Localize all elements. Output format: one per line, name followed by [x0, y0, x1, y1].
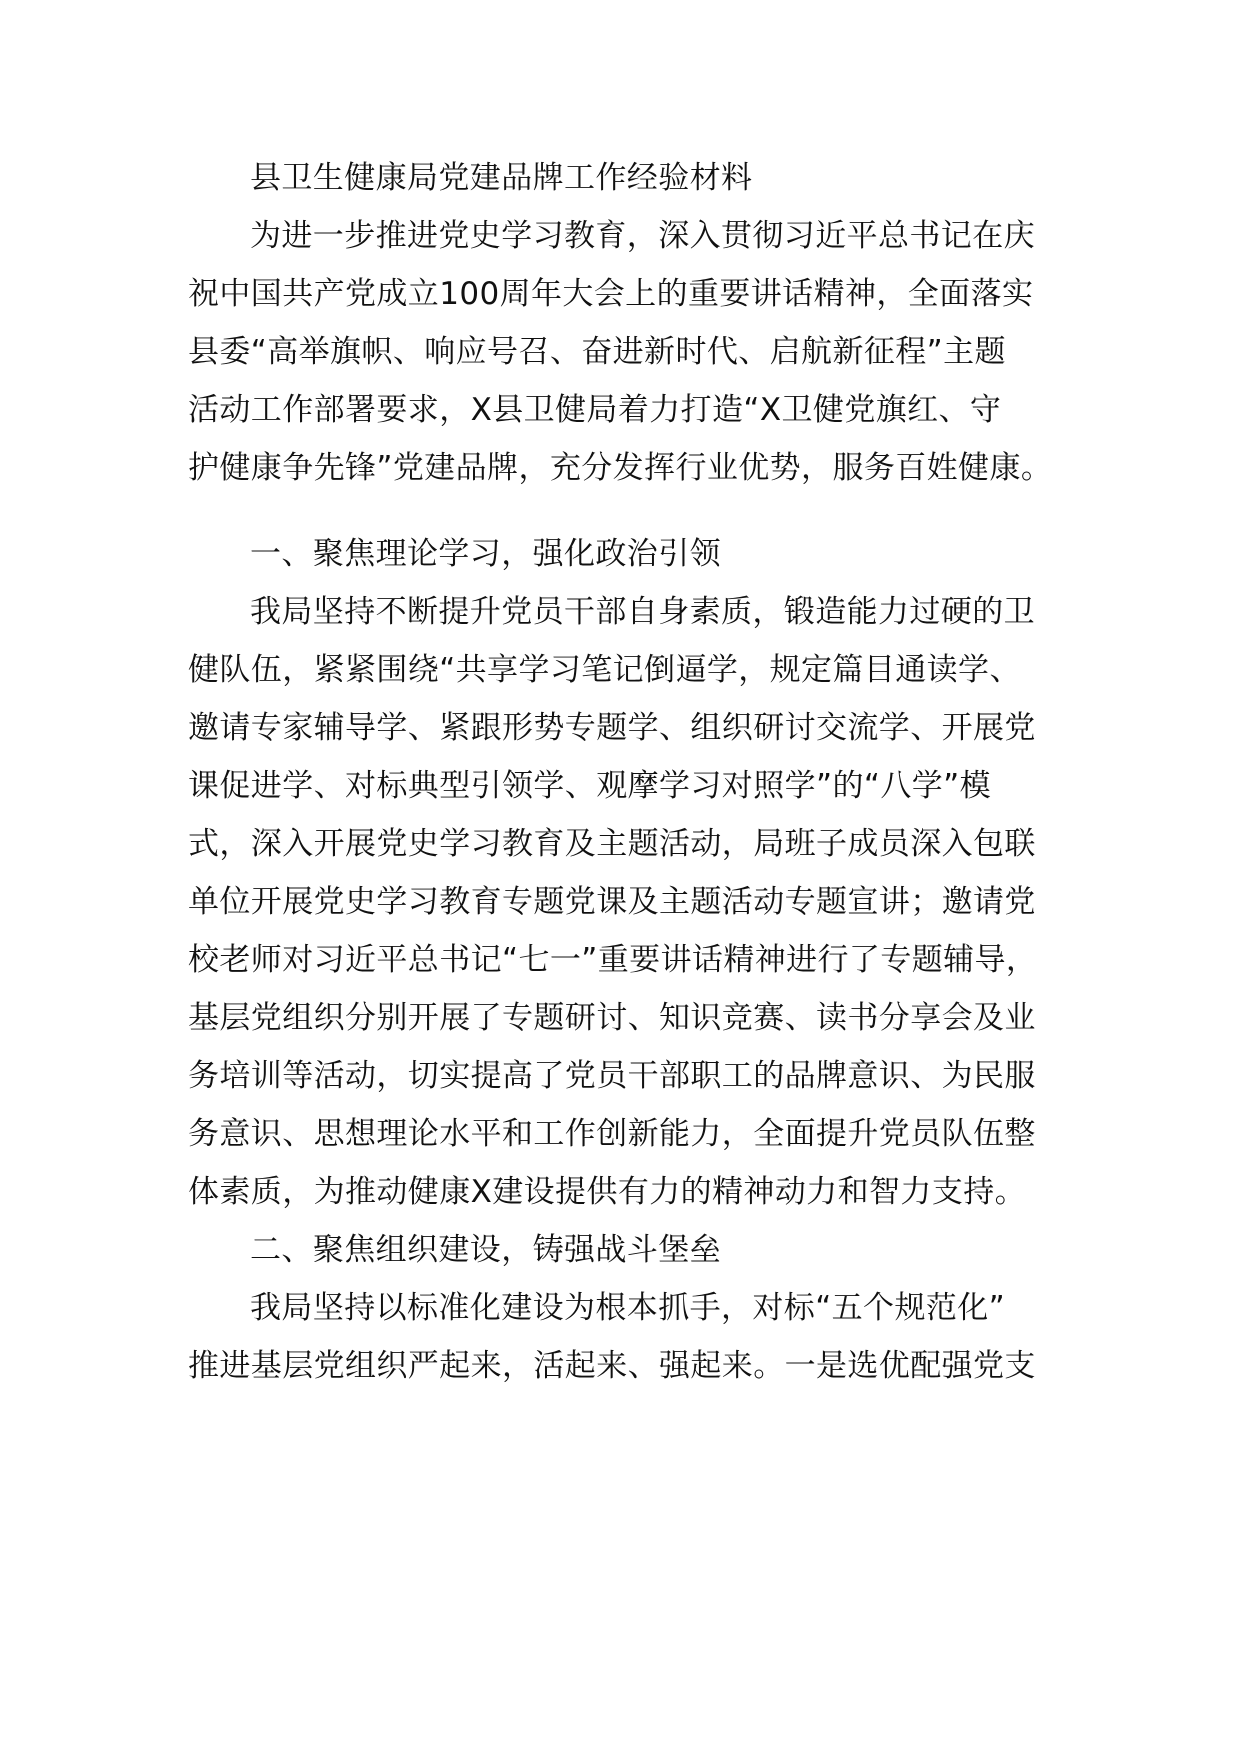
- document-title: 县卫生健康局党建品牌工作经验材料: [250, 160, 753, 196]
- paragraph-line: 邀请专家辅导学、紧跟形势专题学、组织研讨交流学、开展党: [188, 710, 1036, 746]
- intro-line: 为进一步推进党史学习教育，深入贯彻习近平总书记在庆: [250, 218, 1035, 254]
- paragraph-line: 基层党组织分别开展了专题研讨、知识竞赛、读书分享会及业: [188, 1000, 1036, 1036]
- paragraph-line: 课促进学、对标典型引领学、观摩学习对照学”的“八学”模: [188, 768, 991, 804]
- paragraph-line: 我局坚持以标准化建设为根本抓手，对标“五个规范化”: [250, 1290, 1006, 1326]
- paragraph-line: 务培训等活动，切实提高了党员干部职工的品牌意识、为民服: [188, 1058, 1036, 1094]
- paragraph-line: 式，深入开展党史学习教育及主题活动，局班子成员深入包联: [188, 826, 1036, 862]
- paragraph-line: 校老师对习近平总书记“七一”重要讲话精神进行了专题辅导，: [188, 942, 1038, 978]
- section-heading: 一、聚焦理论学习，强化政治引领: [250, 536, 721, 572]
- intro-line: 县委“高举旗帜、响应号召、奋进新时代、启航新征程”主题: [188, 334, 1006, 370]
- paragraph-line: 单位开展党史学习教育专题党课及主题活动专题宣讲；邀请党: [188, 884, 1036, 920]
- intro-line: 护健康争先锋”党建品牌，充分发挥行业优势，服务百姓健康。: [188, 450, 1053, 486]
- intro-line: 祝中国共产党成立100周年大会上的重要讲话精神，全面落实: [188, 276, 1034, 312]
- intro-line: 活动工作部署要求，X县卫健局着力打造“X卫健党旗红、守: [188, 392, 1002, 428]
- section-heading: 二、聚焦组织建设，铸强战斗堡垒: [250, 1232, 721, 1268]
- paragraph-line: 体素质，为推动健康X建设提供有力的精神动力和智力支持。: [188, 1174, 1027, 1210]
- paragraph-line: 我局坚持不断提升党员干部自身素质，锻造能力过硬的卫: [250, 594, 1035, 630]
- paragraph-line: 推进基层党组织严起来，活起来、强起来。一是选优配强党支: [188, 1348, 1036, 1384]
- paragraph-line: 健队伍，紧紧围绕“共享学习笔记倒逼学，规定篇目通读学、: [188, 652, 1021, 688]
- paragraph-line: 务意识、思想理论水平和工作创新能力，全面提升党员队伍整: [188, 1116, 1036, 1152]
